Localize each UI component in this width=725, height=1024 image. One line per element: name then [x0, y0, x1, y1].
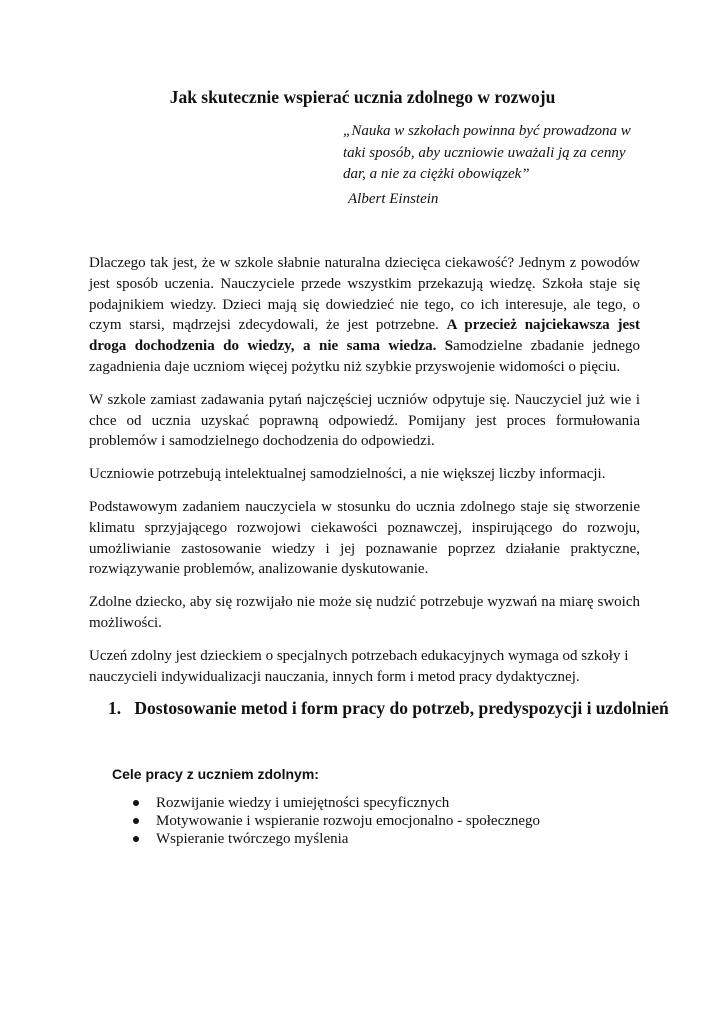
- list-item-text: Wspieranie twórczego myślenia: [156, 831, 349, 847]
- section-heading: [108, 697, 708, 719]
- paragraph-1-part2: amodzielne zbadanie jednego zagadnienia daje uczniom więcej pożytku niż szybkie przyswojenie widomości o pięciu.: [89, 338, 640, 375]
- document-title: Jak skutecznie wspierać ucznia zdolnego w rozwoju: [169, 87, 556, 107]
- bullet-icon: [133, 800, 139, 806]
- body-text: [89, 253, 640, 699]
- bullet-icon: [133, 818, 139, 824]
- goals-heading: Cele pracy z uczniem zdolnym:: [112, 766, 319, 782]
- bullet-icon: [133, 836, 139, 842]
- list-item: [130, 812, 540, 830]
- list-item-text: Rozwijanie wiedzy i umiejętności specyficznych: [156, 795, 450, 811]
- goals-list: [130, 794, 540, 848]
- list-item-text: Motywowanie i wspieranie rozwoju emocjonalno - społecznego: [156, 813, 541, 829]
- list-item: [130, 830, 540, 848]
- list-item: [130, 794, 540, 812]
- paragraph-5: Zdolne dziecko, aby się rozwijało nie może się nudzić potrzebuje wyzwań na miarę swoich możliwości.: [89, 594, 640, 631]
- section-heading-text: Dostosowanie metod i form pracy do potrzeb, predyspozycji i uzdolnień: [134, 698, 669, 718]
- paragraph-3: Uczniowie potrzebują intelektualnej samodzielności, a nie większej liczby informacji.: [89, 466, 606, 483]
- paragraph-1: [89, 253, 640, 378]
- section-number: 1.: [108, 698, 122, 718]
- paragraph-1-bold: A przecież najciekawsza jest droga dochodzenia do wiedzy, a nie sama wiedza. S: [89, 317, 640, 355]
- paragraph-4: Podstawowym zadaniem nauczyciela w stosunku do ucznia zdolnego staje się stworzenie klimatu sprzyjającego rozwojowi ciekawości poznawczej, inspirującego do rozwoju, umożliwianie zastosowanie wiedzy i jej poznawanie poprzez działanie praktyczne, rozwiązywanie problemów, analizowanie dyskutowanie.: [89, 498, 640, 578]
- paragraph-6: Uczeń zdolny jest dzieckiem o specjalnych potrzebach edukacyjnych wymaga od szkoły i nauczycieli indywidualizacji nauczania, innych form i metod pracy dydaktycznej.: [89, 647, 629, 685]
- quote-text: „Nauka w szkołach powinna być prowadzona w taki sposób, aby uczniowie uważali ją za cenny dar, a nie za ciężki obowiązek”: [343, 123, 631, 182]
- paragraph-1-part1: Dlaczego tak jest, że w szkole słabnie naturalna dziecięca ciekawość? Jednym z powodów jest sposób uczenia. Nauczyciele przede wszystkim przekazują wiedzę. Szkoła staje się podajnikiem wiedzy. Dzieci mają się dowiedzieć nie tego, co ich interesuje, ale tego, o czym starsi, mądrzejsi zdecydowali, że jest potrzebne.: [89, 255, 640, 334]
- quote-author: Albert Einstein: [348, 191, 439, 207]
- paragraph-2: W szkole zamiast zadawania pytań najczęściej uczniów odpytuje się. Nauczyciel już wie i chce od ucznia uzyskać poprawną odpowiedź. Pomijany jest proces formułowania problemów i samodzielnego dochodzenia do odpowiedzi.: [89, 391, 640, 450]
